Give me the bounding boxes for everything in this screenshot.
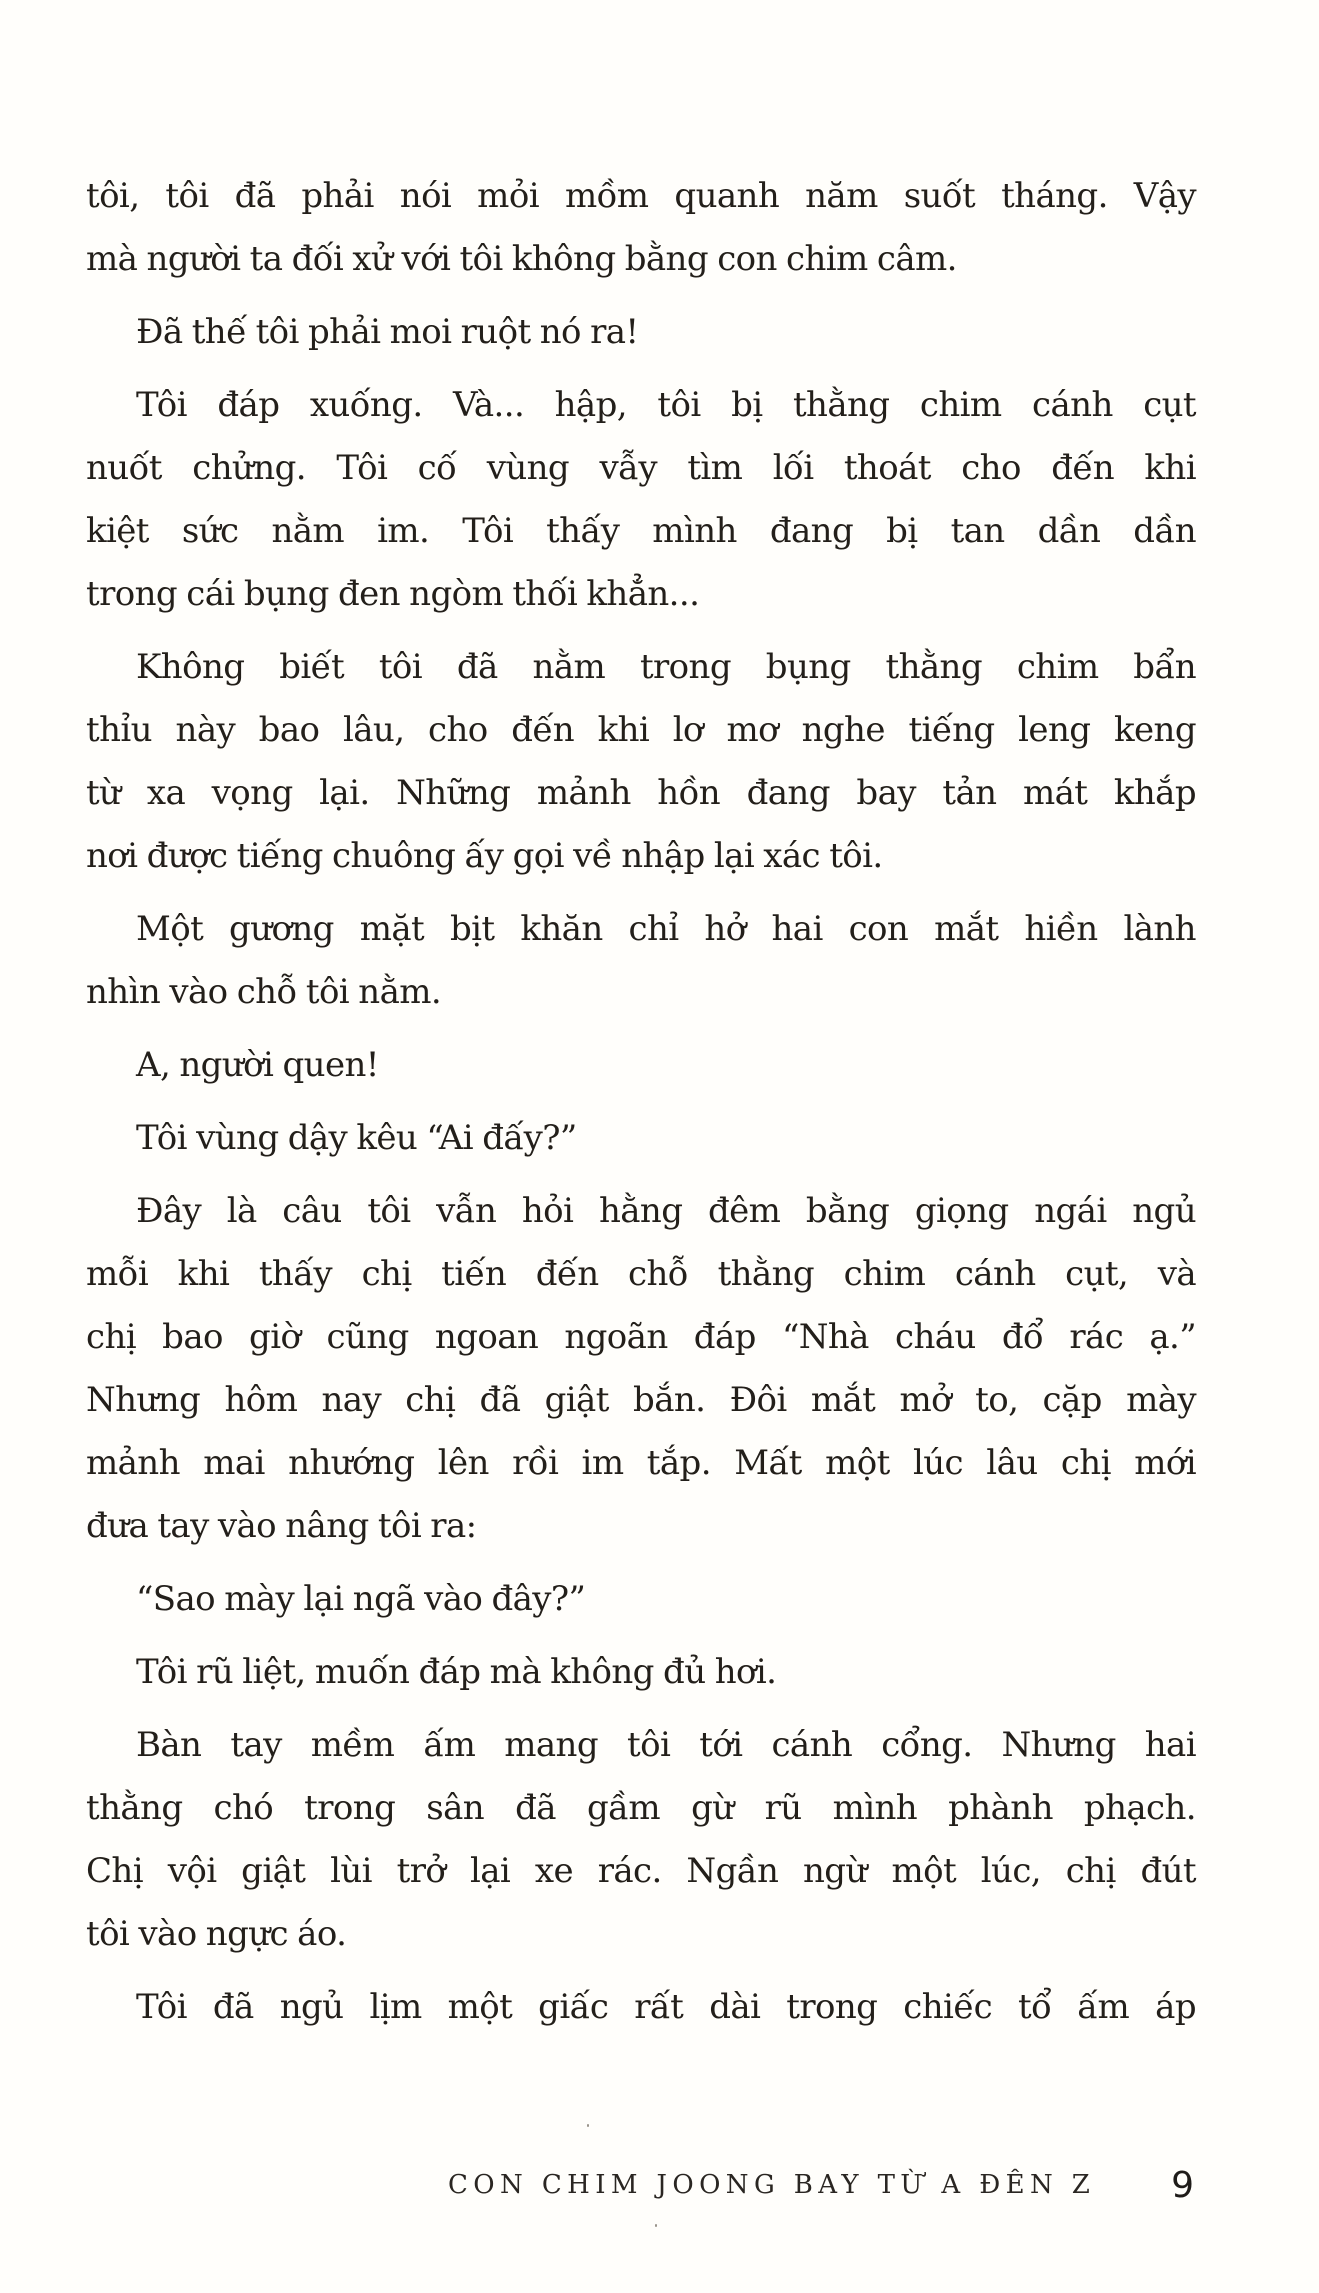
text-line: tôi vào ngực áo. [86,1914,347,1954]
page-number: 9 [1171,2164,1194,2206]
text-line: mảnh mai nhướng lên rồi im tắp. Mất một lúc lâu chị mới [86,1443,1196,1483]
text-line: Tôi đã ngủ lịm một giấc rất dài trong chiếc tổ ấm áp [136,1987,1196,2027]
text-line: Tôi đáp xuống. Và... hập, tôi bị thằng chim cánh cụt [136,385,1196,425]
paragraph-9 [86,1568,1196,1631]
text-line: Tôi rũ liệt, muốn đáp mà không đủ hơi. [136,1652,777,1692]
text-line: nhìn vào chỗ tôi nằm. [86,972,442,1012]
text-line: thằng chó trong sân đã gầm gừ rũ mình phành phạch. [86,1788,1196,1828]
text-line: Chị vội giật lùi trở lại xe rác. Ngần ngừ một lúc, chị đút [86,1851,1196,1891]
text-line: Tôi vùng dậy kêu “Ai đấy?” [136,1118,577,1158]
text-line: A, người quen! [136,1045,379,1085]
paragraph-12-continues [86,1976,1196,2039]
paragraph-8 [86,1180,1196,1558]
text-line: từ xa vọng lại. Những mảnh hồn đang bay tản mát khắp [86,773,1196,813]
scan-speck [655,2224,657,2227]
paragraph-5 [86,898,1196,1024]
text-line: kiệt sức nằm im. Tôi thấy mình đang bị tan dần dần [86,511,1196,551]
text-line: nuốt chửng. Tôi cố vùng vẫy tìm lối thoát cho đến khi [86,448,1196,488]
text-line: Một gương mặt bịt khăn chỉ hở hai con mắt hiền lành [136,909,1196,949]
text-line: thỉu này bao lâu, cho đến khi lơ mơ nghe tiếng leng keng [86,710,1196,750]
text-line: đưa tay vào nâng tôi ra: [86,1506,477,1546]
text-line: Nhưng hôm nay chị đã giật bắn. Đôi mắt mở to, cặp mày [86,1380,1196,1420]
text-line: Bàn tay mềm ấm mang tôi tới cánh cổng. Nhưng hai [136,1725,1196,1765]
paragraph-3 [86,374,1196,626]
text-line: mà người ta đối xử với tôi không bằng con chim câm. [86,239,957,279]
text-line: nơi được tiếng chuông ấy gọi về nhập lại xác tôi. [86,836,883,876]
text-line: Không biết tôi đã nằm trong bụng thằng chim bẩn [136,647,1196,687]
paragraph-11 [86,1714,1196,1966]
text-line: “Sao mày lại ngã vào đây?” [136,1579,586,1619]
paragraph-6 [86,1034,1196,1097]
paragraph-10 [86,1641,1196,1704]
text-line: chị bao giờ cũng ngoan ngoãn đáp “Nhà cháu đổ rác ạ.” [86,1317,1196,1357]
text-line: tôi, tôi đã phải nói mỏi mồm quanh năm suốt tháng. Vậy [86,176,1196,216]
text-line: trong cái bụng đen ngòm thối khẳn... [86,574,700,614]
scan-speck [587,2124,589,2127]
paragraph-4 [86,636,1196,888]
paragraph-1 [86,165,1196,291]
body-text [86,165,1196,2049]
paragraph-2 [86,301,1196,364]
paragraph-7 [86,1107,1196,1170]
page-footer [448,2160,1208,2210]
text-line: Đây là câu tôi vẫn hỏi hằng đêm bằng giọng ngái ngủ [136,1191,1196,1231]
text-line: mỗi khi thấy chị tiến đến chỗ thằng chim cánh cụt, và [86,1254,1196,1294]
text-line: Đã thế tôi phải moi ruột nó ra! [136,312,639,352]
running-title: CON CHIM JOONG BAY TỪ A ĐÊN Z [448,2170,1096,2200]
